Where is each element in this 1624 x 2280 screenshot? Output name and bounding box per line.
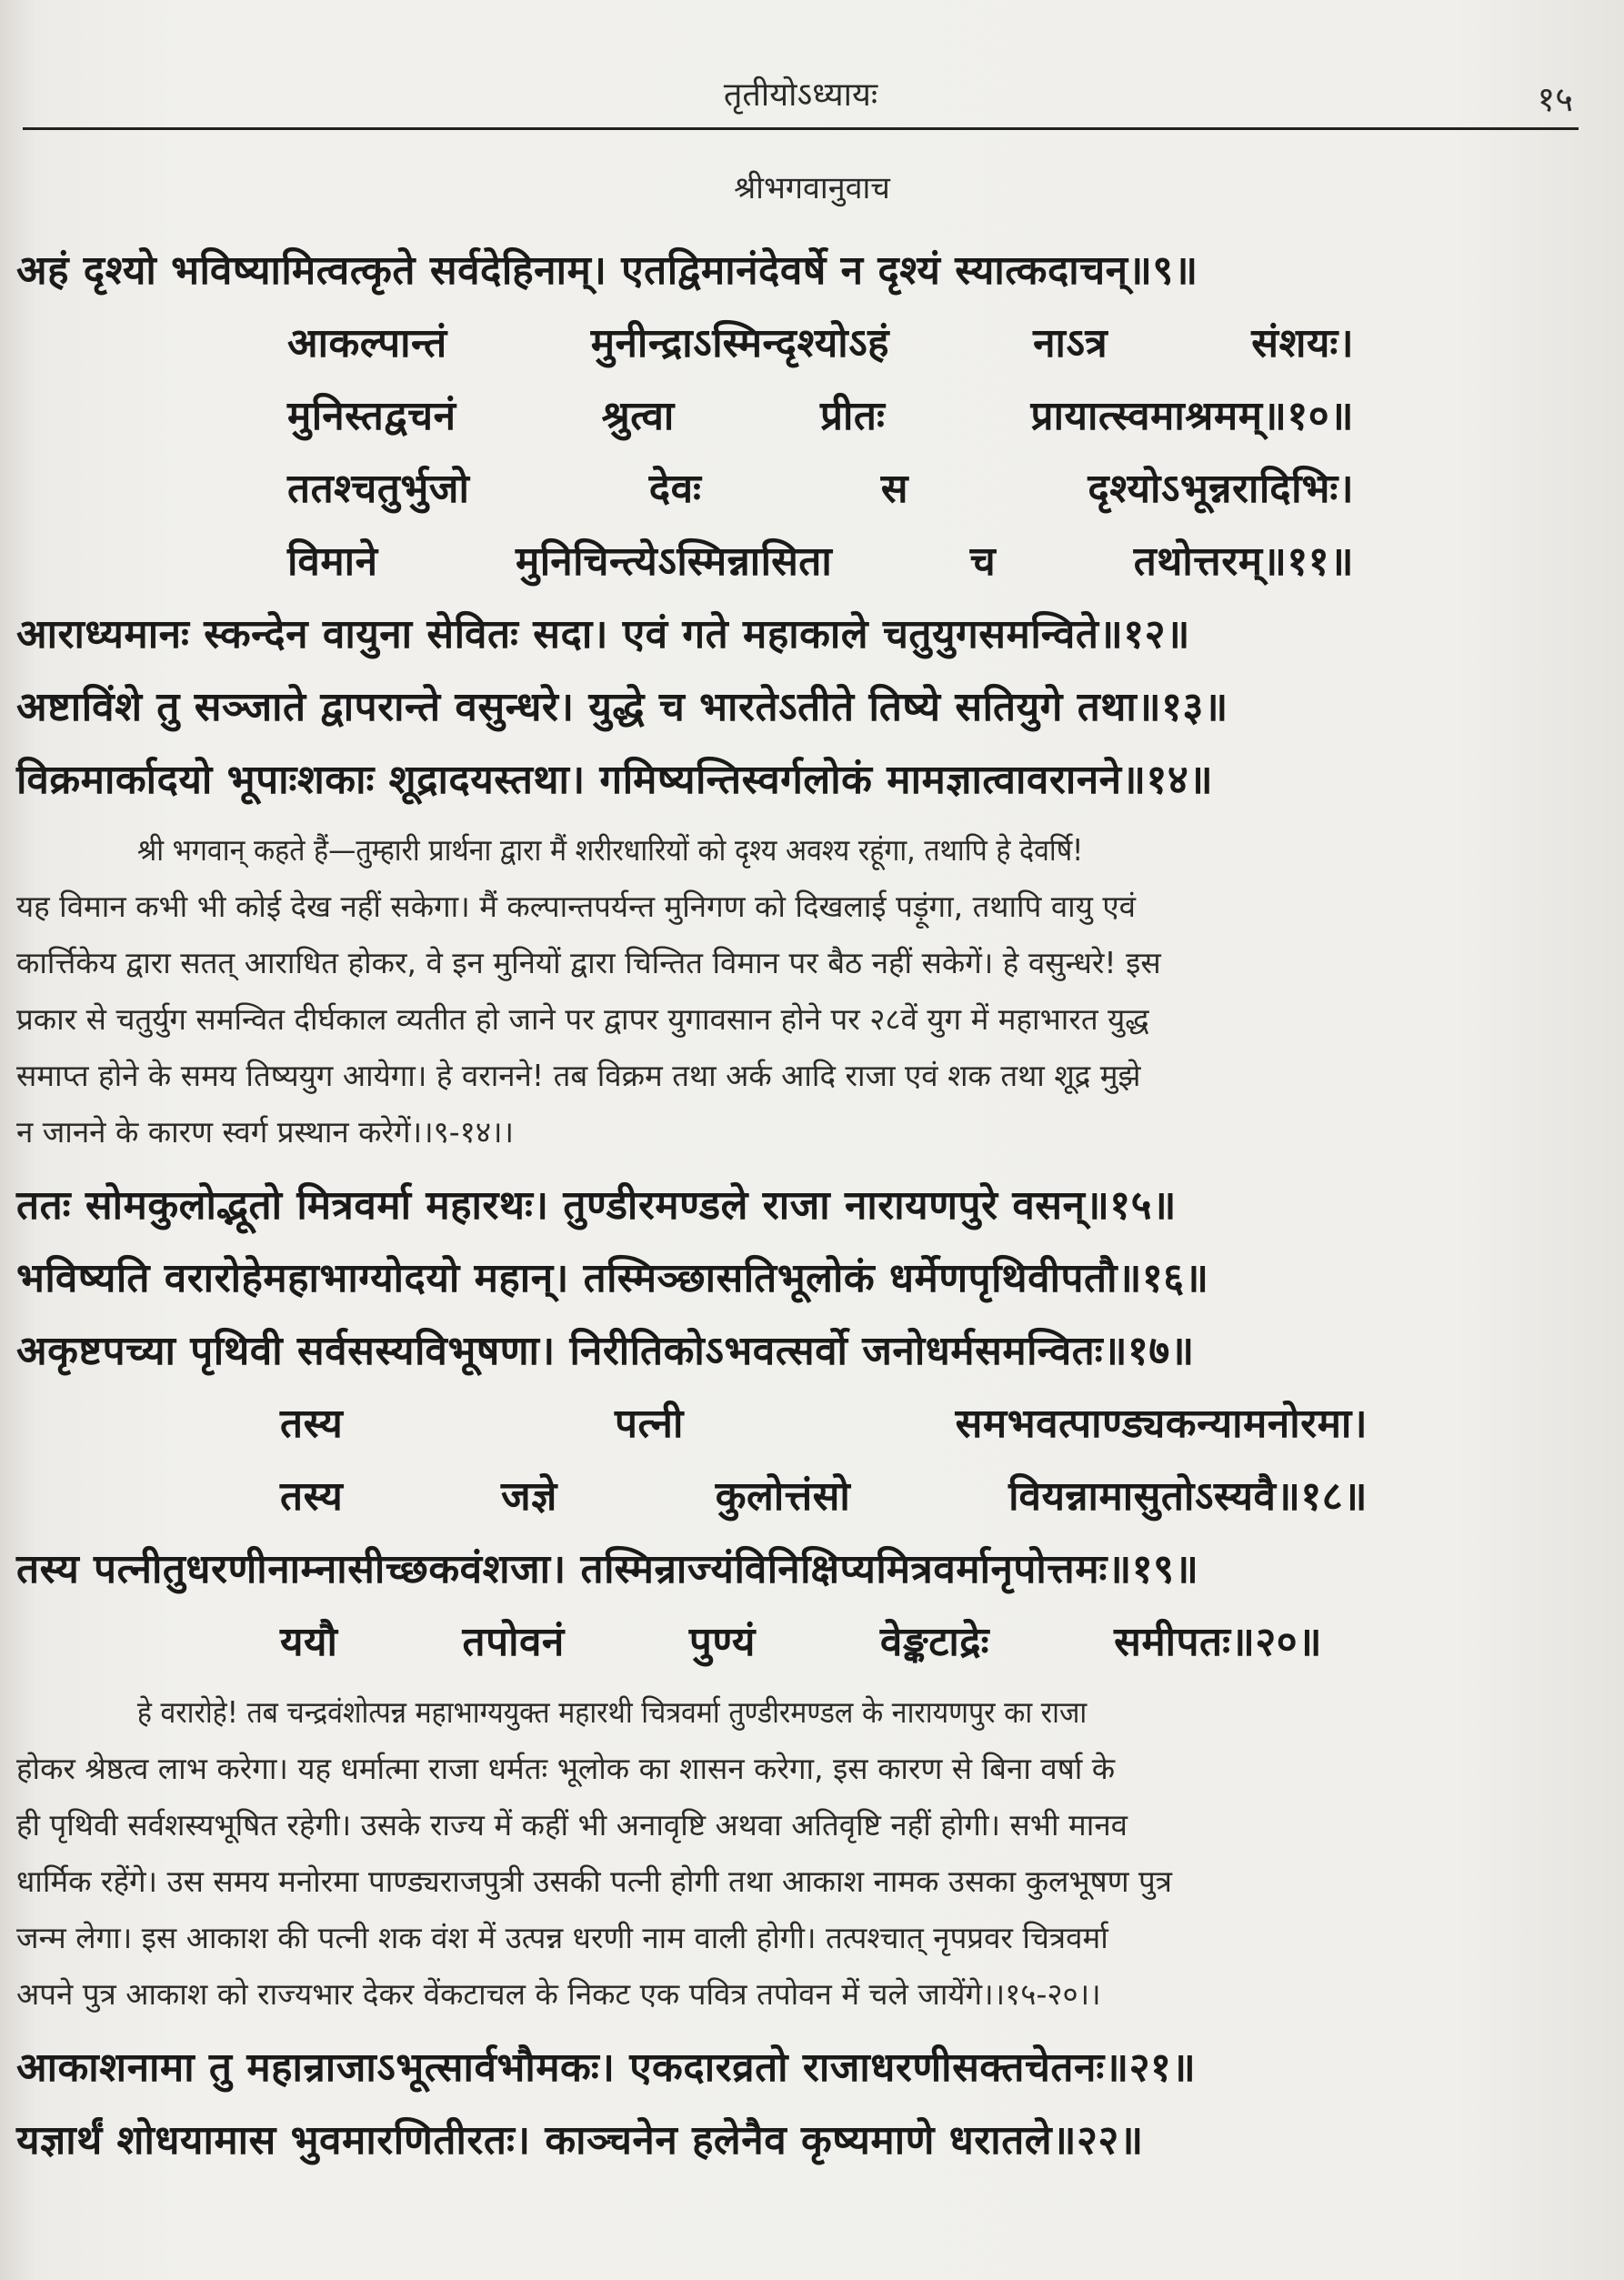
header-rule <box>23 127 1579 130</box>
speaker-heading: श्रीभगवानुवाच <box>734 170 890 206</box>
verse-word: च <box>969 538 997 585</box>
prose-line: न जानने के कारण स्वर्ग प्रस्थान करेगें।।९-१४।। <box>16 1114 515 1150</box>
verse-word: संशयः। <box>1251 320 1354 367</box>
verse-16: भविष्यति वरारोहेमहाभाग्योदयो महान्। तस्मिञ्छासतिभूलोकं धर्मेणपृथिवीपतौ॥१६॥ <box>16 1255 1209 1301</box>
prose-line: समाप्त होने के समय तिष्ययुग आयेगा। हे वरानने! तब विक्रम तथा अर्क आदि राजा एवं शक तथा शूद्र मुझे <box>16 1058 1141 1093</box>
verse-word: प्रायात्स्वमाश्रमम्॥१०॥ <box>1030 393 1354 439</box>
verse-word: पुण्यं <box>688 1619 756 1665</box>
verse-9: अहं दृश्यो भविष्यामित्वत्कृते सर्वदेहिनाम्। एतद्विमानंदेवर्षे न दृश्यं स्यात्कदाचन्॥९॥ <box>16 247 1198 294</box>
translation-9-14 <box>16 822 1586 1160</box>
verse-word: कुलोत्तंसो <box>715 1473 851 1520</box>
prose-line: धार्मिक रहेंगे। उस समय मनोरमा पाण्ड्यराजपुत्री उसकी पत्नी होगी तथा आकाश नामक उसका कुलभूषण पुत्र <box>16 1863 1173 1899</box>
verse-word: तथोत्तरम्॥११॥ <box>1133 538 1354 585</box>
verse-22: यज्ञार्थं शोधयामास भुवमारणितीरतः। काञ्चनेन हलेनैव कृष्यमाणे धरातले॥२२॥ <box>16 2117 1144 2164</box>
verse-15: ततः सोमकुलोद्भूतो मित्रवर्मा महारथः। तुण्डीरमण्डले राजा नारायणपुरे वसन्॥१५॥ <box>16 1182 1177 1229</box>
verse-word: प्रीतः <box>819 393 886 439</box>
verse-word: आकल्पान्तं <box>287 320 447 367</box>
page-header <box>23 55 1579 127</box>
verse-11a <box>16 453 1586 526</box>
page-content <box>16 235 1586 2177</box>
verse-20 <box>16 1606 1586 1679</box>
verse-10b <box>16 380 1586 453</box>
page-number: १५ <box>1537 79 1573 119</box>
verse-word: पत्नी <box>615 1401 684 1447</box>
verse-word: वियन्नामासुतोऽस्यवै॥१८॥ <box>1008 1473 1368 1520</box>
verse-word: मुनीन्द्राऽस्मिन्दृश्योऽहं <box>590 320 890 367</box>
prose-line: होकर श्रेष्ठत्व लाभ करेगा। यह धर्मात्मा राजा धर्मतः भूलोक का शासन करेगा, इस कारण से बिना वर्षा के <box>16 1751 1116 1786</box>
prose-line: श्री भगवान् कहते हैं—तुम्हारी प्रार्थना द्वारा मैं शरीरधारियों को दृश्य अवश्य रहूंगा, तथापि हे देवर्षि! <box>136 832 1084 868</box>
verse-word: श्रुत्वा <box>601 393 675 439</box>
prose-line: कार्त्तिकेय द्वारा सतत् आराधित होकर, वे इन मुनियों द्वारा चिन्तित विमान पर बैठ नहीं सकेगें। हे वसुन्धरे! इस <box>16 945 1161 980</box>
verse-word: जज्ञे <box>501 1473 557 1520</box>
verse-12: आराध्यमानः स्कन्देन वायुना सेवितः सदा। एवं गते महाकाले चतुयुगसमन्विते॥१२॥ <box>16 611 1190 658</box>
prose-line: ही पृथिवी सर्वशस्यभूषित रहेगी। उसके राज्य में कहीं भी अनावृष्टि अथवा अतिवृष्टि नहीं होगी। सभी मानव <box>16 1807 1128 1843</box>
verse-10a <box>16 307 1586 380</box>
verse-21: आकाशनामा तु महान्राजाऽभूत्सार्वभौमकः। एकदारव्रतो राजाधरणीसक्तचेतनः॥२१॥ <box>16 2044 1197 2091</box>
verse-word: वेङ्कटाद्रेः <box>879 1619 990 1665</box>
verse-word: देवः <box>648 466 702 512</box>
verse-word: विमाने <box>287 538 378 585</box>
verse-word: मुनिस्तद्वचनं <box>287 393 456 439</box>
verse-word: समभवत्पाण्ड्यकन्यामनोरमा। <box>955 1401 1368 1447</box>
verse-word: नाऽत्र <box>1033 320 1108 367</box>
verse-word: ततश्चतुर्भुजो <box>287 466 470 512</box>
verse-word: स <box>880 466 909 512</box>
prose-line: यह विमान कभी भी कोई देख नहीं सकेगा। मैं कल्पान्तपर्यन्त मुनिगण को दिखलाई पड़ूंगा, तथापि वायु एवं <box>16 889 1136 924</box>
prose-line: प्रकार से चतुर्युग समन्वित दीर्घकाल व्यतीत हो जाने पर द्वापर युगावसान होने पर २८वें युग में महाभारत युद्ध <box>16 1001 1149 1037</box>
verse-14: विक्रमार्कादयो भूपाःशकाः शूद्रादयस्तथा। गमिष्यन्तिस्वर्गलोकं मामज्ञात्वावरानने॥१४॥ <box>16 757 1214 803</box>
verse-word: दृश्योऽभून्नरादिभिः। <box>1088 466 1354 512</box>
verse-17: अकृष्टपच्या पृथिवी सर्वसस्यविभूषणा। निरीतिकोऽभवत्सर्वो जनोधर्मसमन्वितः॥१७॥ <box>16 1328 1195 1374</box>
translation-15-20 <box>16 1684 1586 2023</box>
verse-word: मुनिचिन्त्येऽस्मिन्नासिता <box>515 538 833 585</box>
prose-line: जन्म लेगा। इस आकाश की पत्नी शक वंश में उत्पन्न धरणी नाम वाली होगी। तत्पश्चात् नृपप्रवर चित्रवर्मा <box>16 1920 1108 1955</box>
verse-19: तस्य पत्नीतुधरणीनाम्नासीच्छकवंशजा। तस्मिन्राज्यंविनिक्षिप्यमित्रवर्मानृपोत्तमः॥१९॥ <box>16 1546 1199 1592</box>
verse-word: तस्य <box>280 1473 344 1520</box>
verse-11b <box>16 526 1586 598</box>
verse-word: तस्य <box>280 1401 344 1447</box>
verse-word: तपोवनं <box>462 1619 565 1665</box>
verse-13: अष्टाविंशे तु सञ्जाते द्वापरान्ते वसुन्धरे। युद्धे च भारतेऽतीते तिष्ये सतियुगे तथा॥१३॥ <box>16 684 1228 730</box>
prose-line: अपने पुत्र आकाश को राज्यभार देकर वेंकटाचल के निकट एक पवित्र तपोवन में चले जायेंगे।।१५-२०।। <box>16 1976 1101 2012</box>
prose-line: हे वरारोहे! तब चन्द्रवंशोत्पन्न महाभाग्ययुक्त महारथी चित्रवर्मा तुण्डीरमण्डल के नारायणपुर का राजा <box>136 1694 1088 1730</box>
verse-word: ययौ <box>280 1619 338 1665</box>
verse-word: समीपतः॥२०॥ <box>1114 1619 1322 1665</box>
verse-18b <box>16 1461 1586 1533</box>
running-title: तृतीयोऽध्यायः <box>723 76 878 114</box>
verse-18a <box>16 1388 1586 1461</box>
